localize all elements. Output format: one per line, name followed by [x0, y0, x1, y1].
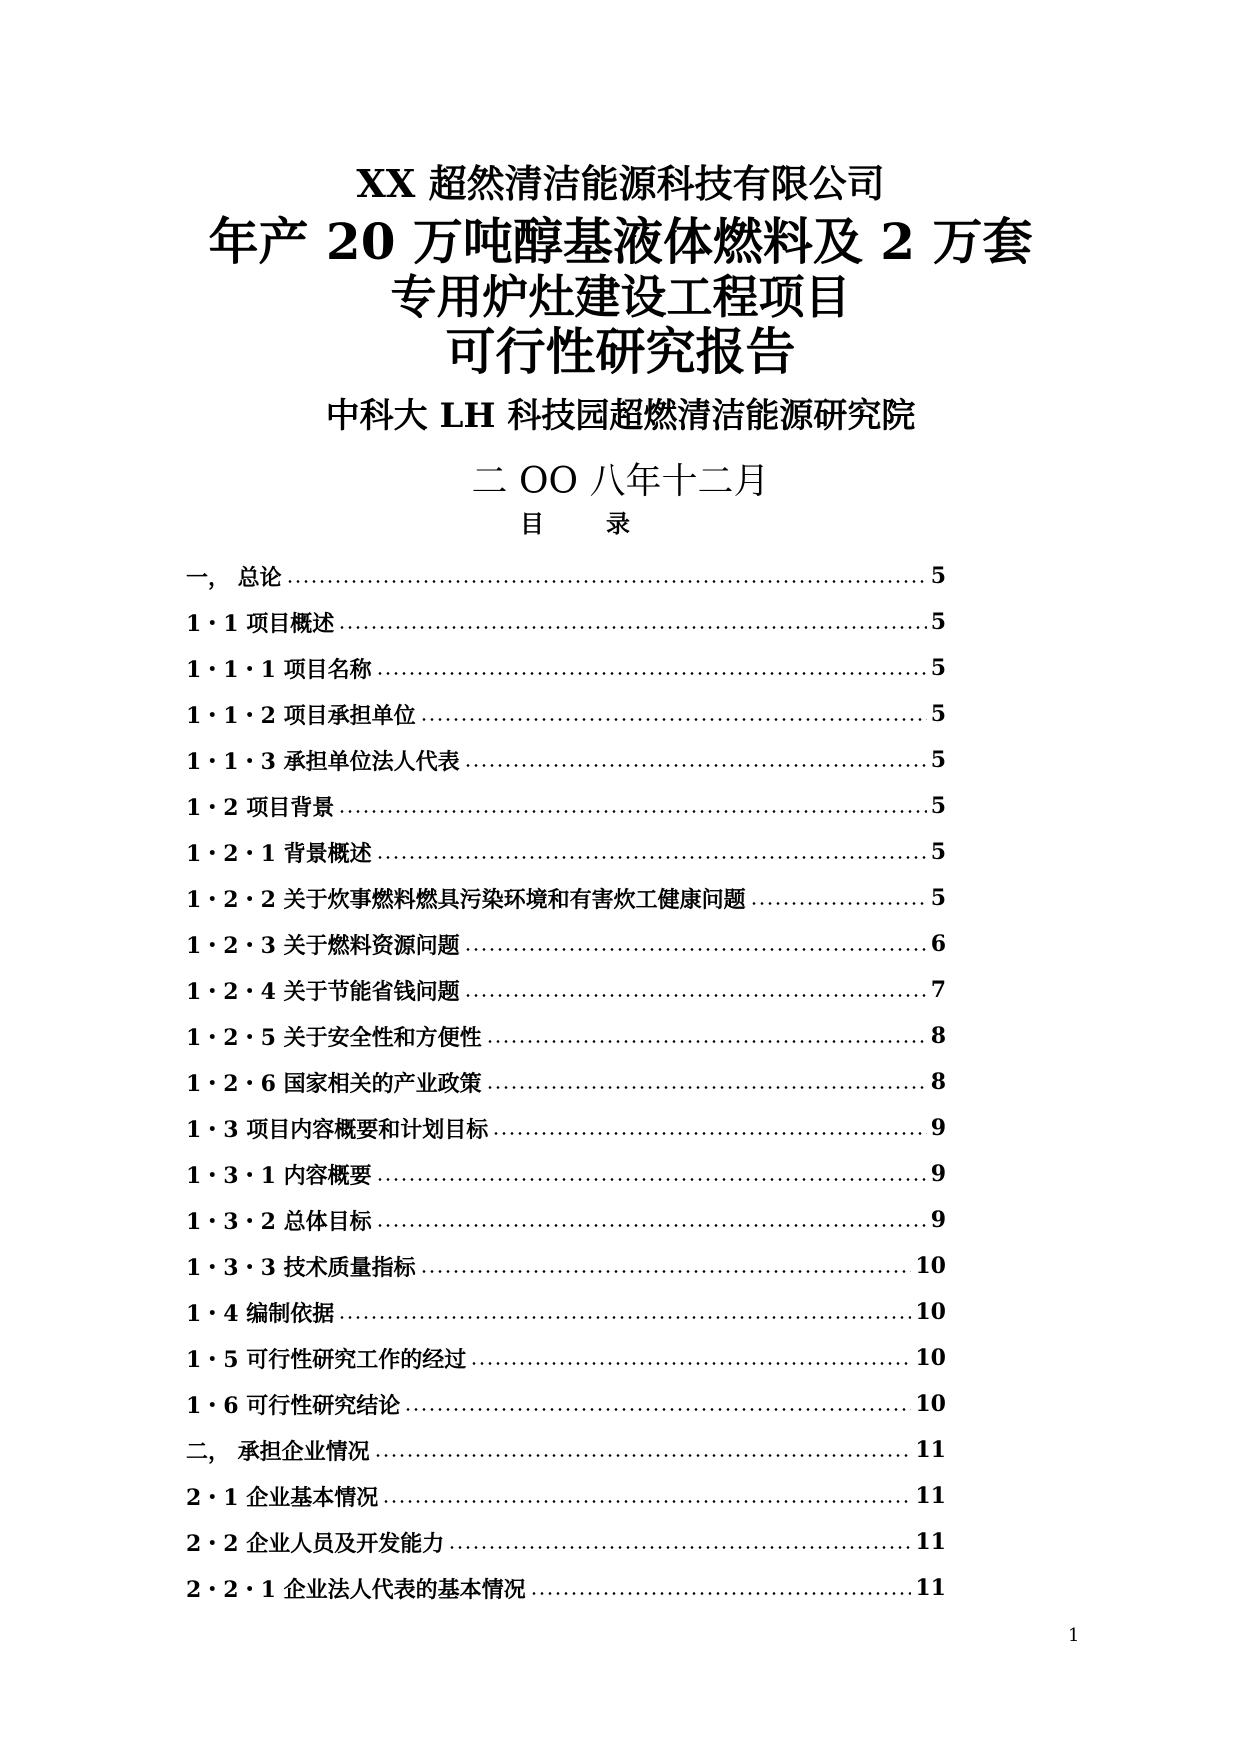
report-date: 二 OO 八年十二月	[471, 461, 770, 502]
toc-dot-leader	[376, 1224, 927, 1227]
project-title-line1: 年产 20 万吨醇基液体燃料及 2 万套	[208, 212, 1033, 271]
table-of-contents	[186, 553, 946, 1611]
toc-entry-page: 11	[915, 1529, 946, 1555]
toc-entry-page: 11	[915, 1437, 946, 1463]
toc-entry-label: 1・3・1 内容概要	[186, 1162, 372, 1189]
toc-entry[interactable]	[186, 1519, 946, 1565]
toc-entry-page: 10	[915, 1299, 946, 1325]
toc-entry[interactable]	[186, 1473, 946, 1519]
toc-entry[interactable]	[186, 829, 946, 875]
toc-dot-leader	[382, 1500, 911, 1503]
toc-entry-label: 1・2・6 国家相关的产业政策	[186, 1070, 482, 1097]
toc-entry-label: 1・2・2 关于炊事燃料燃具污染环境和有害炊工健康问题	[186, 886, 746, 913]
toc-dot-leader	[374, 1454, 912, 1457]
toc-entry-page: 10	[915, 1391, 946, 1417]
toc-entry[interactable]	[186, 875, 946, 921]
toc-entry-page: 5	[930, 747, 946, 773]
toc-entry[interactable]	[186, 1151, 946, 1197]
toc-entry-label: 1・1・2 项目承担单位	[186, 702, 416, 729]
toc-entry-page: 11	[915, 1483, 946, 1509]
toc-entry-label: 一， 总论	[186, 564, 282, 591]
toc-entry-label: 1・3・3 技术质量指标	[186, 1254, 416, 1281]
toc-entry-page: 10	[915, 1345, 946, 1371]
toc-entry-label: 二， 承担企业情况	[186, 1438, 370, 1465]
toc-entry-page: 5	[930, 563, 946, 589]
toc-entry-label: 1・1 项目概述	[186, 610, 335, 637]
toc-entry-label: 1・2 项目背景	[186, 794, 335, 821]
toc-entry-page: 5	[930, 655, 946, 681]
toc-dot-leader	[464, 994, 927, 997]
toc-entry[interactable]	[186, 1059, 946, 1105]
toc-entry[interactable]	[186, 1243, 946, 1289]
toc-entry[interactable]	[186, 1381, 946, 1427]
toc-dot-leader	[338, 1316, 911, 1319]
toc-entry-page: 9	[930, 1161, 946, 1187]
toc-entry-label: 1・4 编制依据	[186, 1300, 335, 1327]
toc-entry-page: 5	[930, 701, 946, 727]
toc-entry[interactable]	[186, 1427, 946, 1473]
toc-entry-label: 1・3・2 总体目标	[186, 1208, 372, 1235]
toc-entry[interactable]	[186, 553, 946, 599]
page-number: 1	[1068, 1625, 1080, 1646]
toc-entry-page: 5	[930, 885, 946, 911]
toc-dot-leader	[486, 1086, 927, 1089]
toc-dot-leader	[376, 1178, 927, 1181]
institute-name: 中科大 LH 科技园超燃清洁能源研究院	[325, 396, 916, 436]
toc-entry[interactable]	[186, 1565, 946, 1611]
toc-entry[interactable]	[186, 967, 946, 1013]
toc-entry-page: 7	[930, 977, 946, 1003]
toc-entry-page: 10	[915, 1253, 946, 1279]
toc-dot-leader	[492, 1132, 926, 1135]
toc-dot-leader	[464, 948, 927, 951]
toc-entry-page: 6	[930, 931, 946, 957]
toc-dot-leader	[470, 1362, 911, 1365]
toc-entry-label: 2・2 企业人员及开发能力	[186, 1530, 445, 1557]
toc-entry-page: 9	[930, 1115, 946, 1141]
toc-entry[interactable]	[186, 1013, 946, 1059]
toc-dot-leader	[376, 856, 927, 859]
toc-dot-leader	[420, 1270, 912, 1273]
toc-entry[interactable]	[186, 737, 946, 783]
toc-entry[interactable]	[186, 1289, 946, 1335]
toc-entry-page: 8	[930, 1023, 946, 1049]
toc-entry[interactable]	[186, 645, 946, 691]
toc-entry[interactable]	[186, 921, 946, 967]
toc-entry-page: 5	[930, 839, 946, 865]
toc-entry-page: 5	[930, 609, 946, 635]
toc-entry-label: 1・2・4 关于节能省钱问题	[186, 978, 460, 1005]
toc-entry[interactable]	[186, 783, 946, 829]
toc-heading-char2: 录	[606, 509, 630, 538]
toc-dot-leader	[338, 626, 926, 629]
toc-entry-page: 9	[930, 1207, 946, 1233]
toc-entry-page: 5	[930, 793, 946, 819]
toc-entry-label: 1・2・5 关于安全性和方便性	[186, 1024, 482, 1051]
toc-entry-label: 2・1 企业基本情况	[186, 1484, 379, 1511]
toc-dot-leader	[750, 902, 927, 905]
toc-dot-leader	[376, 672, 927, 675]
toc-entry-page: 11	[915, 1575, 946, 1601]
toc-entry-label: 2・2・1 企业法人代表的基本情况	[186, 1576, 526, 1603]
toc-entry-label: 1・3 项目内容概要和计划目标	[186, 1116, 489, 1143]
project-title-line2: 专用炉灶建设工程项目	[390, 270, 851, 324]
toc-dot-leader	[530, 1592, 912, 1595]
toc-entry-label: 1・1・3 承担单位法人代表	[186, 748, 460, 775]
toc-dot-leader	[420, 718, 927, 721]
toc-dot-leader	[486, 1040, 927, 1043]
report-type: 可行性研究报告	[445, 322, 796, 381]
toc-entry[interactable]	[186, 1335, 946, 1381]
toc-dot-leader	[338, 810, 926, 813]
toc-dot-leader	[448, 1546, 911, 1549]
toc-entry-label: 1・5 可行性研究工作的经过	[186, 1346, 467, 1373]
toc-entry-label: 1・6 可行性研究结论	[186, 1392, 401, 1419]
toc-heading	[520, 508, 630, 540]
toc-entry[interactable]	[186, 599, 946, 645]
company-name: XX 超然清洁能源科技有限公司	[356, 161, 885, 206]
toc-entry[interactable]	[186, 1197, 946, 1243]
toc-dot-leader	[404, 1408, 911, 1411]
toc-entry-label: 1・1・1 项目名称	[186, 656, 372, 683]
toc-heading-char1: 目	[520, 509, 544, 538]
toc-entry-label: 1・2・3 关于燃料资源问题	[186, 932, 460, 959]
toc-dot-leader	[464, 764, 927, 767]
toc-entry[interactable]	[186, 691, 946, 737]
toc-entry[interactable]	[186, 1105, 946, 1151]
toc-entry-page: 8	[930, 1069, 946, 1095]
toc-entry-label: 1・2・1 背景概述	[186, 840, 372, 867]
toc-dot-leader	[286, 580, 927, 583]
